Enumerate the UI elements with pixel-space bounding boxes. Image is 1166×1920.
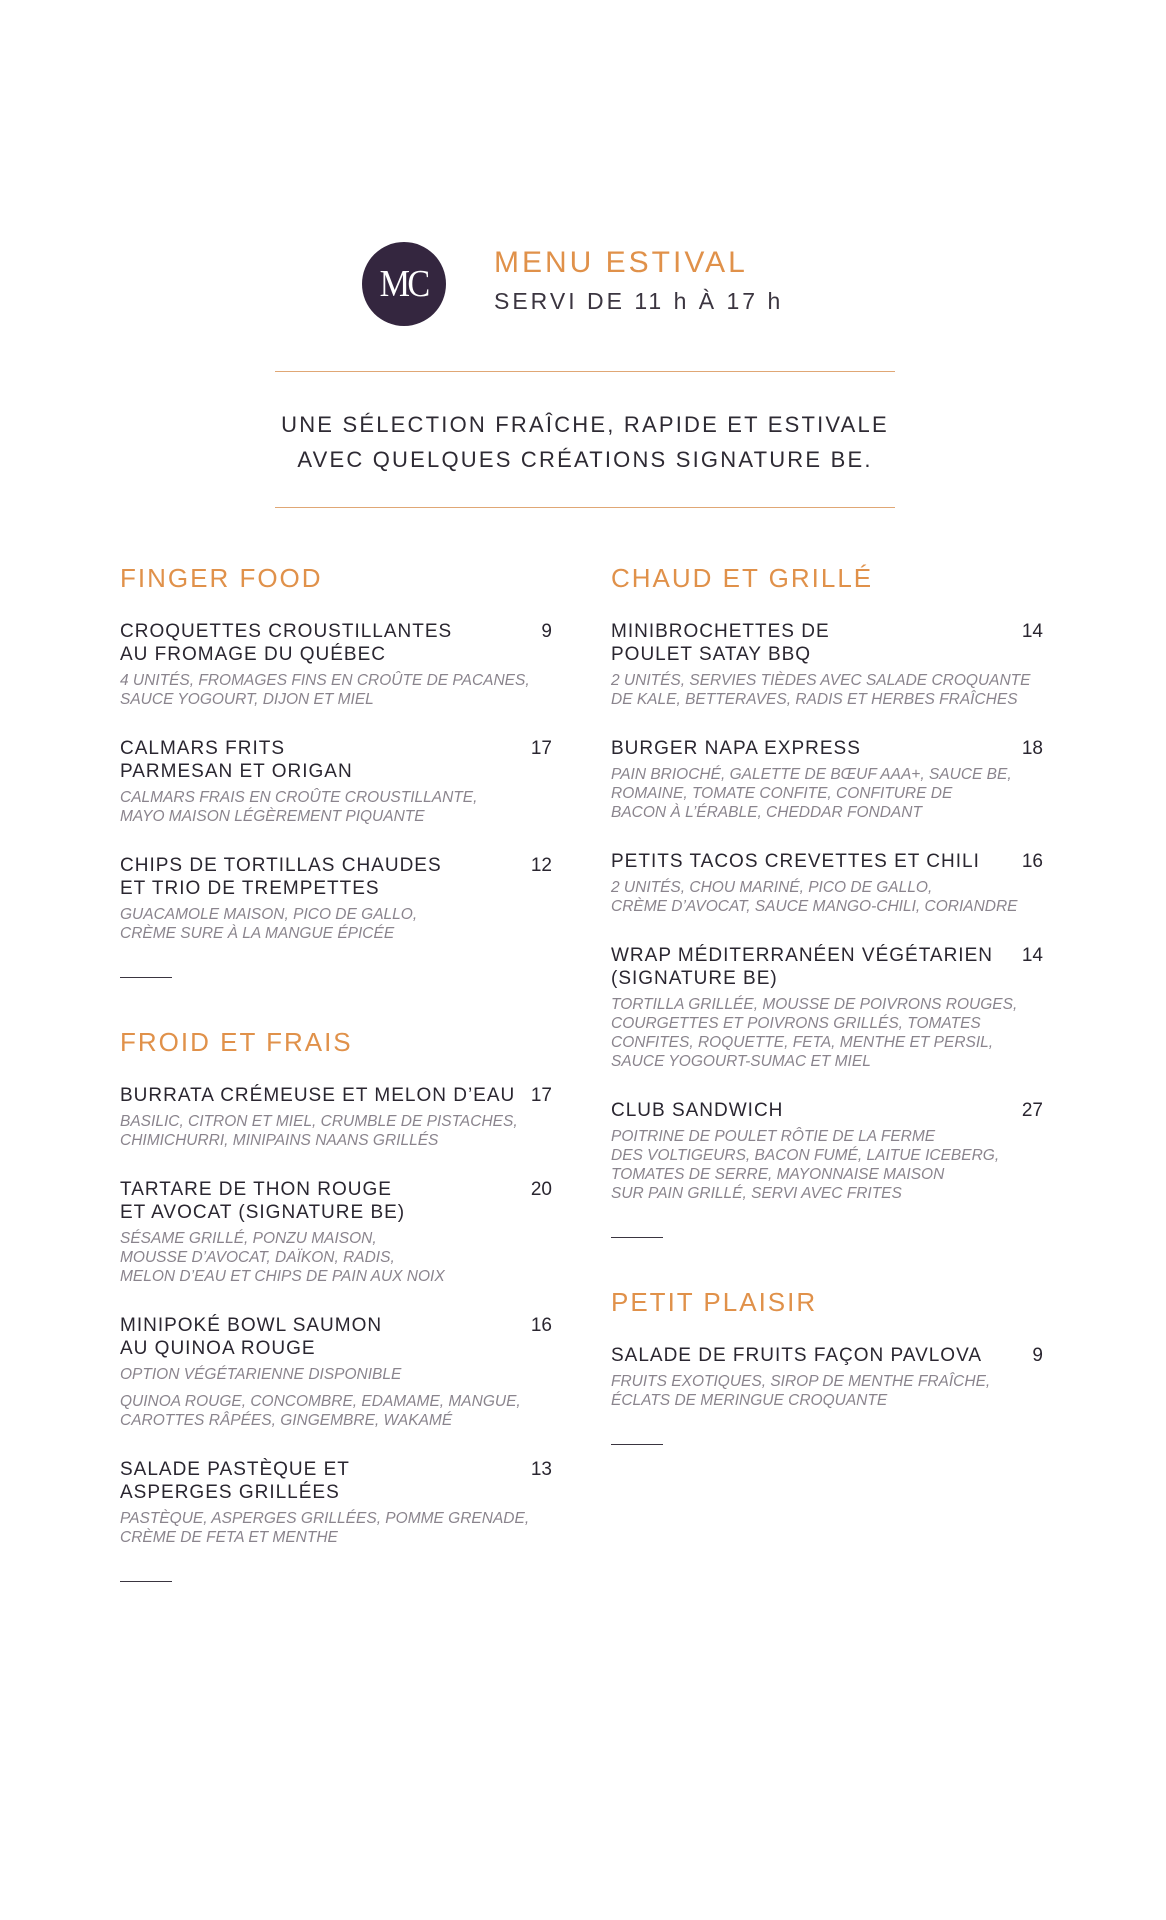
item-name-line: SALADE DE FRUITS FAÇON PAVLOVA xyxy=(611,1345,983,1366)
item-name-line: MINIPOKÉ BOWL SAUMON xyxy=(120,1315,383,1336)
item-name-line: ET TRIO DE TREMPETTES xyxy=(120,878,380,899)
menu-item xyxy=(611,1344,1043,1410)
section-title: FINGER FOOD xyxy=(120,563,323,593)
desc-line: CRÈME D’AVOCAT, SAUCE MANGO-CHILI, CORIANDRE xyxy=(611,898,1018,915)
desc-line: 2 UNITÉS, CHOU MARINÉ, PICO DE GALLO, xyxy=(611,879,933,896)
item-description xyxy=(611,1127,1043,1203)
item-name-line: CALMARS FRITS xyxy=(120,738,286,759)
menu-header xyxy=(362,240,882,330)
item-name-line: MINIBROCHETTES DE xyxy=(611,621,830,642)
menu-hours: SERVI DE 11 h À 17 h xyxy=(494,288,784,314)
menu-item xyxy=(120,620,552,709)
desc-line: CRÈME DE FETA ET MENTHE xyxy=(120,1529,338,1546)
desc-line: SAUCE YOGOURT-SUMAC ET MIEL xyxy=(611,1053,871,1070)
item-description xyxy=(611,1372,1043,1410)
desc-line: MELON D’EAU ET CHIPS DE PAIN AUX NOIX xyxy=(120,1268,445,1285)
tagline-line: UNE SÉLECTION FRAÎCHE, RAPIDE ET ESTIVALE xyxy=(281,412,889,437)
item-name-line: ASPERGES GRILLÉES xyxy=(120,1482,340,1503)
item-description xyxy=(120,1509,552,1547)
item-name xyxy=(120,620,452,666)
desc-line: CALMARS FRAIS EN CROÛTE CROUSTILLANTE, xyxy=(120,789,478,806)
desc-line: 4 UNITÉS, FROMAGES FINS EN CROÛTE DE PACANES, xyxy=(120,672,530,689)
menu-item xyxy=(120,854,552,943)
tagline-line: AVEC QUELQUES CRÉATIONS SIGNATURE BE. xyxy=(297,447,873,472)
item-name-line: BURRATA CRÉMEUSE ET MELON D’EAU xyxy=(120,1085,516,1106)
item-price: 18 xyxy=(1021,738,1043,759)
desc-line: ROMAINE, TOMATE CONFITE, CONFITURE DE xyxy=(611,785,953,802)
desc-line: SAUCE YOGOURT, DIJON ET MIEL xyxy=(120,691,374,708)
item-price: 17 xyxy=(530,738,552,759)
menu-item xyxy=(611,850,1043,916)
item-name-line: WRAP MÉDITERRANÉEN VÉGÉTARIEN xyxy=(611,945,993,966)
item-price: 9 xyxy=(1032,1345,1043,1366)
item-name-line: (SIGNATURE BE) xyxy=(611,968,778,989)
desc-line: QUINOA ROUGE, CONCOMBRE, EDAMAME, MANGUE, xyxy=(120,1393,521,1410)
item-description xyxy=(611,671,1043,709)
section-divider xyxy=(120,1581,172,1582)
item-name xyxy=(120,1458,350,1504)
menu-item xyxy=(611,944,1043,1071)
menu-title: MENU ESTIVAL xyxy=(494,246,748,279)
item-name-line: ET AVOCAT (SIGNATURE BE) xyxy=(120,1202,406,1223)
desc-line: COURGETTES ET POIVRONS GRILLÉS, TOMATES xyxy=(611,1015,981,1032)
item-description xyxy=(120,905,552,943)
desc-line: DES VOLTIGEURS, BACON FUMÉ, LAITUE ICEBERG, xyxy=(611,1147,1000,1164)
item-name xyxy=(120,854,442,900)
desc-line: 2 UNITÉS, SERVIES TIÈDES AVEC SALADE CROQUANTE xyxy=(611,672,1031,689)
desc-line: ÉCLATS DE MERINGUE CROQUANTE xyxy=(611,1392,888,1409)
item-name-line: PETITS TACOS CREVETTES ET CHILI xyxy=(611,851,980,872)
section-title: CHAUD ET GRILLÉ xyxy=(611,563,874,593)
desc-line: SUR PAIN GRILLÉ, SERVI AVEC FRITES xyxy=(611,1185,902,1202)
item-name xyxy=(120,1178,405,1224)
section-froid-et-frais xyxy=(120,1026,552,1547)
item-description xyxy=(611,765,1043,822)
section-divider xyxy=(611,1237,663,1238)
left-column xyxy=(120,562,552,1630)
menu-item xyxy=(120,1458,552,1547)
item-description xyxy=(120,788,552,826)
desc-line: BASILIC, CITRON ET MIEL, CRUMBLE DE PISTACHES, xyxy=(120,1113,518,1130)
item-price: 12 xyxy=(530,855,552,876)
desc-line: CAROTTES RÂPÉES, GINGEMBRE, WAKAMÉ xyxy=(120,1412,453,1429)
menu-item xyxy=(611,737,1043,822)
header-divider-bottom xyxy=(275,507,895,508)
desc-line: PASTÈQUE, ASPERGES GRILLÉES, POMME GRENADE, xyxy=(120,1510,530,1527)
desc-line: POITRINE DE POULET RÔTIE DE LA FERME xyxy=(611,1128,936,1145)
menu-item xyxy=(120,737,552,826)
desc-line: DE KALE, BETTERAVES, RADIS ET HERBES FRAÎCHES xyxy=(611,691,1018,708)
desc-line: MAYO MAISON LÉGÈREMENT PIQUANTE xyxy=(120,808,425,825)
desc-line: CRÈME SURE À LA MANGUE ÉPICÉE xyxy=(120,925,395,942)
item-price: 13 xyxy=(530,1459,552,1480)
right-column xyxy=(611,562,1043,1493)
item-name-line: AU QUINOA ROUGE xyxy=(120,1338,316,1359)
menu-item xyxy=(120,1314,552,1430)
item-price: 20 xyxy=(530,1179,552,1200)
item-price: 16 xyxy=(530,1315,552,1336)
menu-item xyxy=(611,1099,1043,1203)
item-name-line: AU FROMAGE DU QUÉBEC xyxy=(120,644,386,665)
item-description xyxy=(120,671,552,709)
item-description xyxy=(611,995,1043,1071)
desc-line: PAIN BRIOCHÉ, GALETTE DE BŒUF AAA+, SAUCE BE, xyxy=(611,766,1012,783)
item-price: 14 xyxy=(1021,621,1043,642)
item-name xyxy=(611,850,980,873)
desc-line: BACON À L’ÉRABLE, CHEDDAR FONDANT xyxy=(611,804,922,821)
item-name xyxy=(611,944,993,990)
item-name-line: CLUB SANDWICH xyxy=(611,1100,784,1121)
header-divider-top xyxy=(275,371,895,372)
item-name xyxy=(120,1314,382,1360)
item-name-line: SALADE PASTÈQUE ET xyxy=(120,1459,350,1480)
item-price: 17 xyxy=(530,1085,552,1106)
item-description xyxy=(120,1229,552,1286)
item-name xyxy=(611,620,830,666)
section-divider xyxy=(611,1444,663,1445)
desc-line: MOUSSE D’AVOCAT, DAÏKON, RADIS, xyxy=(120,1249,395,1266)
menu-item xyxy=(611,620,1043,709)
section-finger-food xyxy=(120,562,552,943)
item-description xyxy=(120,1112,552,1150)
item-name xyxy=(611,1344,982,1367)
desc-line: GUACAMOLE MAISON, PICO DE GALLO, xyxy=(120,906,418,923)
item-option: OPTION VÉGÉTARIENNE DISPONIBLE xyxy=(120,1366,402,1383)
desc-line: SÉSAME GRILLÉ, PONZU MAISON, xyxy=(120,1230,377,1247)
item-name-line: TARTARE DE THON ROUGE xyxy=(120,1179,392,1200)
menu-item xyxy=(120,1178,552,1286)
section-title: PETIT PLAISIR xyxy=(611,1287,818,1317)
section-petit-plaisir xyxy=(611,1286,1043,1410)
item-name-line: CHIPS DE TORTILLAS CHAUDES xyxy=(120,855,442,876)
item-name xyxy=(611,737,861,760)
item-name-line: CROQUETTES CROUSTILLANTES xyxy=(120,621,453,642)
section-chaud-et-grille xyxy=(611,562,1043,1203)
item-price: 16 xyxy=(1021,851,1043,872)
item-name-line: POULET SATAY BBQ xyxy=(611,644,812,665)
desc-line: TORTILLA GRILLÉE, MOUSSE DE POIVRONS ROUGES, xyxy=(611,996,1018,1013)
desc-line: FRUITS EXOTIQUES, SIROP DE MENTHE FRAÎCHE, xyxy=(611,1373,991,1390)
item-description xyxy=(611,878,1043,916)
item-name xyxy=(120,1084,515,1107)
item-price: 14 xyxy=(1021,945,1043,966)
desc-line: TOMATES DE SERRE, MAYONNAISE MAISON xyxy=(611,1166,945,1183)
desc-line: CHIMICHURRI, MINIPAINS NAANS GRILLÉS xyxy=(120,1132,439,1149)
item-name-line: BURGER NAPA EXPRESS xyxy=(611,738,861,759)
menu-item xyxy=(120,1084,552,1150)
item-name xyxy=(611,1099,783,1122)
item-price: 9 xyxy=(541,621,552,642)
logo-text: MC xyxy=(380,263,428,305)
item-description xyxy=(120,1392,552,1430)
item-name xyxy=(120,737,353,783)
section-divider xyxy=(120,977,172,978)
item-name-line: PARMESAN ET ORIGAN xyxy=(120,761,353,782)
item-price: 27 xyxy=(1021,1100,1043,1121)
mc-logo xyxy=(362,242,446,326)
section-title: FROID ET FRAIS xyxy=(120,1027,353,1057)
menu-tagline xyxy=(240,407,930,477)
desc-line: CONFITES, ROQUETTE, FETA, MENTHE ET PERSIL, xyxy=(611,1034,994,1051)
